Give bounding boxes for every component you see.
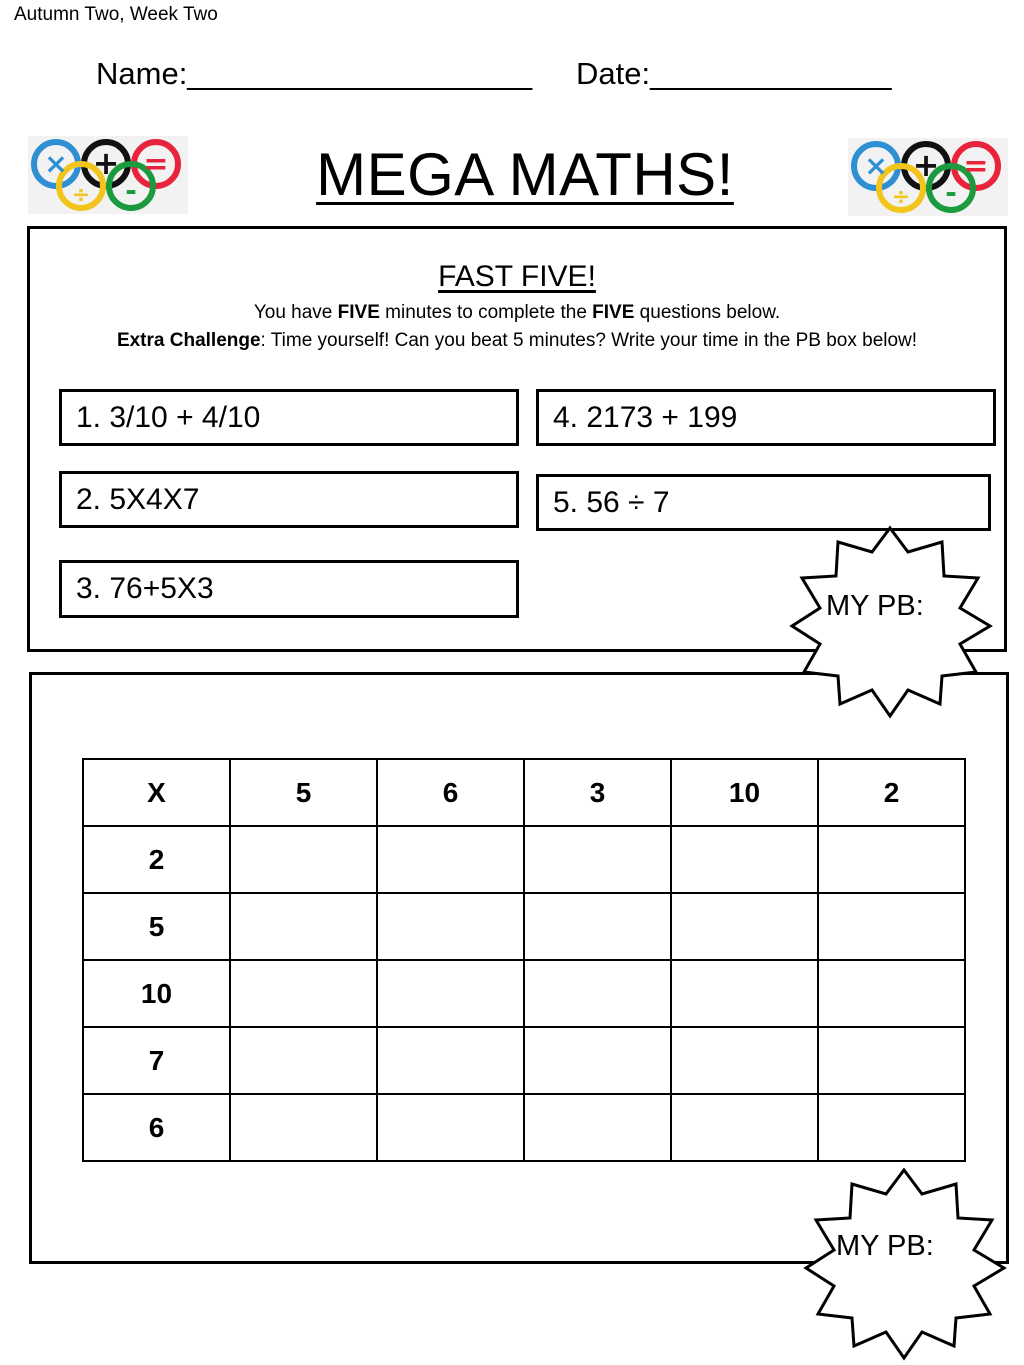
grid-row xyxy=(83,1027,965,1094)
grid-column-header: 10 xyxy=(671,759,818,826)
question-4[interactable]: 4. 2173 + 199 xyxy=(536,389,996,446)
grid-row xyxy=(83,893,965,960)
grid-answer-cell[interactable] xyxy=(818,1027,965,1094)
grid-answer-cell[interactable] xyxy=(818,960,965,1027)
week-label: Autumn Two, Week Two xyxy=(14,4,218,25)
plus-symbol: + xyxy=(912,146,940,184)
extra-challenge xyxy=(30,330,1004,352)
grid-answer-cell[interactable] xyxy=(230,826,377,893)
grid-answer-cell[interactable] xyxy=(818,893,965,960)
grid-answer-cell[interactable] xyxy=(524,960,671,1027)
equals-symbol: = xyxy=(143,147,169,182)
multiplication-grid xyxy=(82,758,966,1162)
plus-symbol: + xyxy=(92,144,120,182)
grid-answer-cell[interactable] xyxy=(524,826,671,893)
pb-label-2[interactable]: MY PB: xyxy=(836,1230,934,1262)
instruction-emphasis: FIVE xyxy=(592,302,635,323)
grid-column-header: 6 xyxy=(377,759,524,826)
grid-answer-cell[interactable] xyxy=(671,893,818,960)
grid-column-header: 5 xyxy=(230,759,377,826)
grid-answer-cell[interactable] xyxy=(377,1094,524,1161)
grid-answer-cell[interactable] xyxy=(818,826,965,893)
maths-rings-logo-right xyxy=(848,138,1008,216)
grid-row-header: 5 xyxy=(83,893,230,960)
grid-row xyxy=(83,960,965,1027)
grid-answer-cell[interactable] xyxy=(671,960,818,1027)
fast-five-instruction xyxy=(30,302,1004,324)
extra-challenge-text: : Time yourself! Can you beat 5 minutes? Write your time in the PB box below! xyxy=(260,330,918,351)
grid-row xyxy=(83,1094,965,1161)
extra-challenge-label: Extra Challenge xyxy=(116,330,261,351)
equals-symbol: = xyxy=(963,149,989,184)
divide-symbol: ÷ xyxy=(71,183,91,208)
maths-rings-logo-left xyxy=(28,136,188,214)
grid-row xyxy=(83,826,965,893)
date-field[interactable]: Date:______________ xyxy=(576,56,892,91)
times-symbol: × xyxy=(44,147,68,180)
pb-star-badge-2 xyxy=(800,1168,1008,1358)
grid-answer-cell[interactable] xyxy=(230,960,377,1027)
times-symbol: × xyxy=(864,149,888,182)
grid-answer-cell[interactable] xyxy=(230,893,377,960)
question-2[interactable]: 2. 5X4X7 xyxy=(59,471,519,528)
fast-five-heading: FAST FIVE! xyxy=(438,260,596,293)
grid-header-row xyxy=(83,759,965,826)
instruction-text: questions below. xyxy=(634,302,781,323)
grid-corner-cell: X xyxy=(83,759,230,826)
grid-row-header: 6 xyxy=(83,1094,230,1161)
grid-answer-cell[interactable] xyxy=(230,1027,377,1094)
grid-answer-cell[interactable] xyxy=(524,1027,671,1094)
grid-answer-cell[interactable] xyxy=(377,893,524,960)
minus-symbol: - xyxy=(945,176,957,209)
minus-symbol: - xyxy=(125,174,137,207)
divide-symbol: ÷ xyxy=(891,185,911,210)
grid-answer-cell[interactable] xyxy=(671,1027,818,1094)
grid-answer-cell[interactable] xyxy=(671,1094,818,1161)
page-title: MEGA MATHS! xyxy=(316,141,734,208)
pb-label-1[interactable]: MY PB: xyxy=(826,590,924,622)
grid-answer-cell[interactable] xyxy=(524,893,671,960)
grid-answer-cell[interactable] xyxy=(377,1027,524,1094)
instruction-text: You have xyxy=(253,302,338,323)
grid-answer-cell[interactable] xyxy=(524,1094,671,1161)
instruction-text: minutes to complete the xyxy=(379,302,593,323)
instruction-emphasis: FIVE xyxy=(337,302,380,323)
grid-answer-cell[interactable] xyxy=(818,1094,965,1161)
question-5[interactable]: 5. 56 ÷ 7 xyxy=(536,474,991,531)
grid-column-header: 2 xyxy=(818,759,965,826)
grid-answer-cell[interactable] xyxy=(377,960,524,1027)
question-3[interactable]: 3. 76+5X3 xyxy=(59,560,519,618)
grid-row-header: 10 xyxy=(83,960,230,1027)
grid-column-header: 3 xyxy=(524,759,671,826)
grid-row-header: 2 xyxy=(83,826,230,893)
grid-answer-cell[interactable] xyxy=(377,826,524,893)
grid-answer-cell[interactable] xyxy=(671,826,818,893)
question-1[interactable]: 1. 3/10 + 4/10 xyxy=(59,389,519,446)
name-field[interactable]: Name:____________________ xyxy=(96,56,533,91)
grid-answer-cell[interactable] xyxy=(230,1094,377,1161)
grid-row-header: 7 xyxy=(83,1027,230,1094)
